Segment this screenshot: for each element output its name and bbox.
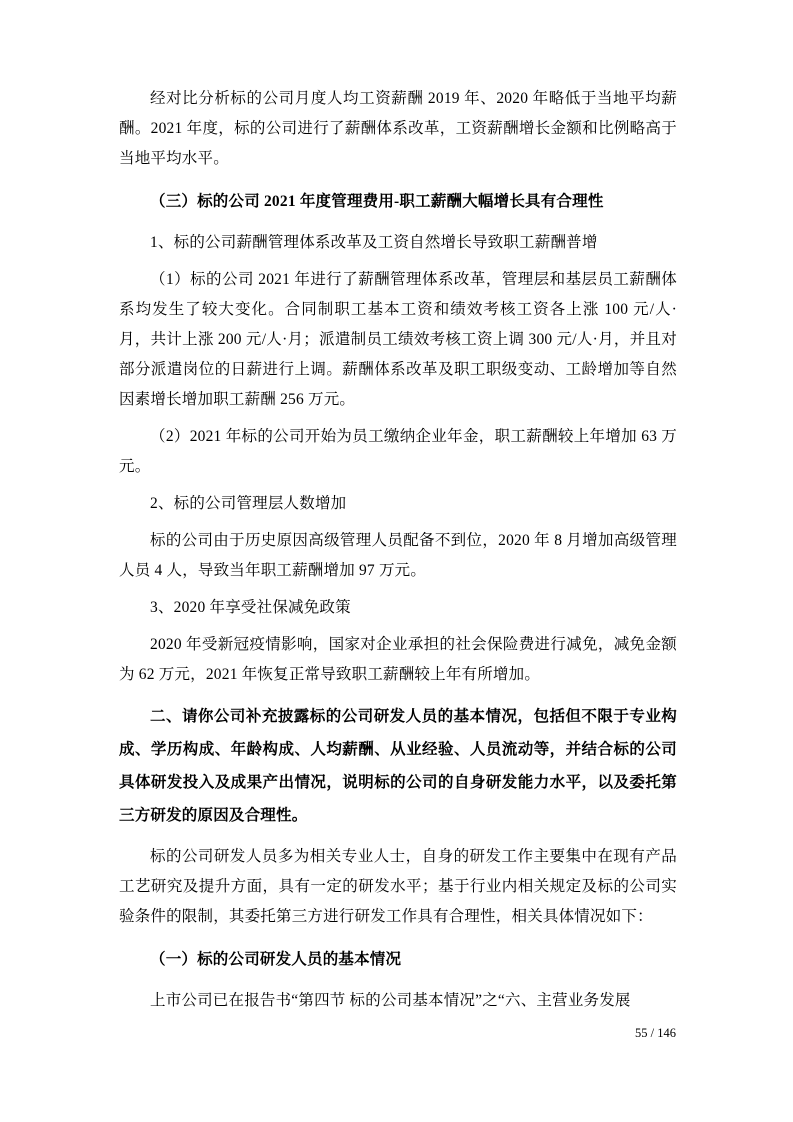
heading-question-two: 二、请你公司补充披露标的公司研发人员的基本情况，包括但不限于专业构成、学历构成、年龄构成、人均薪酬、从业经验、人员流动等，并结合标的公司具体研发投入及成果产出情况，说明标的公司的自身研发能力水平，以及委托第三方研发的原因及合理性。	[119, 708, 677, 824]
para-item-1-detail-1: （1）标的公司 2021 年进行了薪酬管理体系改革，管理层和基层员工薪酬体系均发生了较大变化。合同制职工基本工资和绩效考核工资各上涨 100 元/人·月，共计上涨 200 元/人·月；派遣制员工绩效考核工资上调 300 元/人·月，并且对部分派遣岗位的日薪进行上调。薪酬体系改革及职工职级变动、工龄增加等自然因素增长增加职工薪酬 256 万元。	[119, 271, 677, 408]
subheading-item-1: 1、标的公司薪酬管理体系改革及工资自然增长导致职工薪酬普增	[150, 234, 598, 251]
para-salary-comparison: 经对比分析标的公司月度人均工资薪酬 2019 年、2020 年略低于当地平均薪酬。2021 年度，标的公司进行了薪酬体系改革，工资薪酬增长金额和比例略高于当地平均水平。	[119, 90, 677, 167]
heading-section-one: （一）标的公司研发人员的基本情况	[150, 951, 402, 968]
para-item-3-detail: 2020 年受新冠疫情影响，国家对企业承担的社会保险费进行减免，减免金额为 62 万元，2021 年恢复正常导致职工薪酬较上年有所增加。	[119, 636, 677, 683]
para-report-reference: 上市公司已在报告书“第四节 标的公司基本情况”之“六、主营业务发展	[150, 992, 631, 1009]
heading-section-three: （三）标的公司 2021 年度管理费用-职工薪酬大幅增长具有合理性	[150, 193, 604, 210]
page-number: 55 / 146	[635, 1026, 676, 1040]
subheading-item-3: 3、2020 年享受社保减免政策	[150, 599, 351, 616]
subheading-item-2: 2、标的公司管理层人数增加	[150, 495, 347, 512]
document-body	[119, 84, 677, 1023]
para-item-2-detail: 标的公司由于历史原因高级管理人员配备不到位，2020 年 8 月增加高级管理人员 4 人，导致当年职工薪酬增加 97 万元。	[119, 532, 677, 579]
para-item-1-detail-2: （2）2021 年标的公司开始为员工缴纳企业年金，职工薪酬较上年增加 63 万元。	[119, 428, 677, 475]
para-rd-overview: 标的公司研发人员多为相关专业人士，自身的研发工作主要集中在现有产品工艺研究及提升方面，具有一定的研发水平；基于行业内相关规定及标的公司实验条件的限制，其委托第三方进行研发工作具有合理性，相关具体情况如下：	[119, 848, 677, 925]
